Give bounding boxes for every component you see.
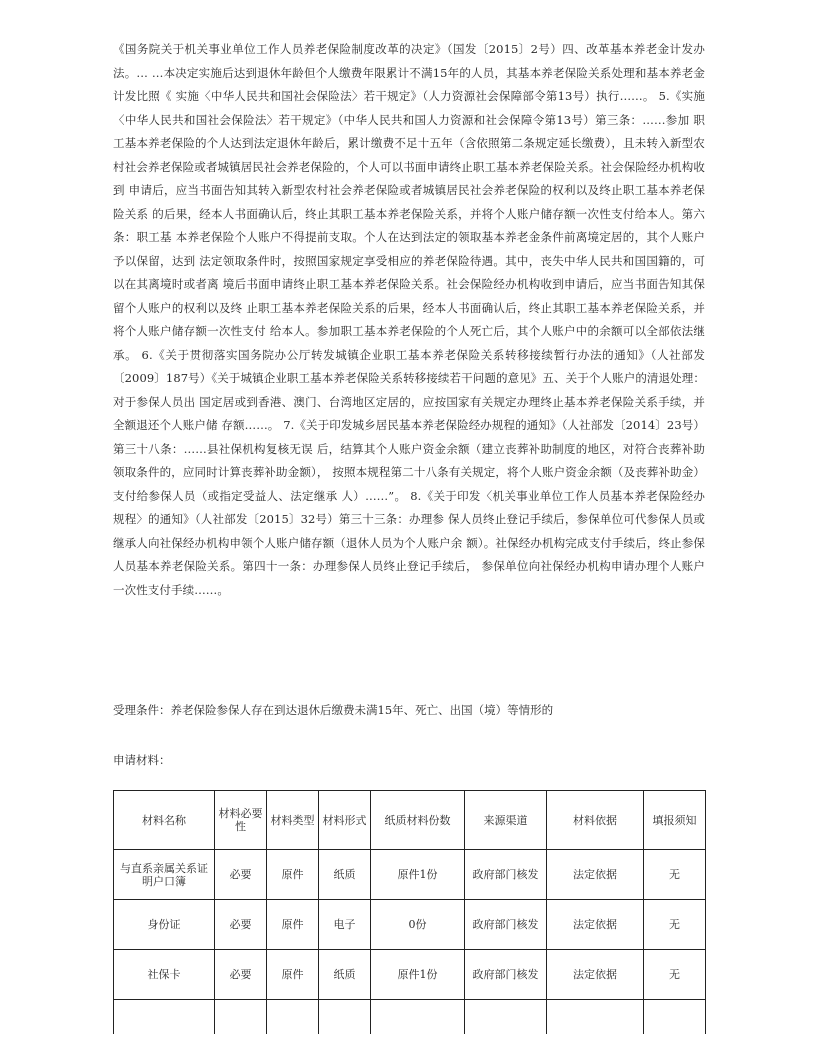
cell-notes: 无	[644, 850, 706, 900]
cell-necessity: 必要	[215, 950, 267, 1000]
cell-necessity	[215, 1000, 267, 1035]
cell-form	[319, 1000, 371, 1035]
cell-copies: 原件1份	[371, 950, 465, 1000]
acceptance-conditions: 受理条件：养老保险参保人存在到达退休后缴费未满15年、死亡、出国（境）等情形的	[113, 703, 554, 717]
cell-basis	[547, 1000, 644, 1035]
cell-type: 原件	[267, 900, 319, 950]
col-header-form: 材料形式	[319, 791, 371, 850]
cell-copies	[371, 1000, 465, 1035]
cell-name	[114, 1000, 215, 1035]
table-row	[114, 950, 706, 1000]
cell-name: 身份证	[114, 900, 215, 950]
table-row	[114, 900, 706, 950]
cell-basis: 法定依据	[547, 900, 644, 950]
cell-necessity: 必要	[215, 850, 267, 900]
cell-basis: 法定依据	[547, 850, 644, 900]
cell-source	[465, 1000, 547, 1035]
cell-type: 原件	[267, 950, 319, 1000]
cell-name: 与直系亲属关系证明户口簿	[114, 850, 215, 900]
cell-copies: 原件1份	[371, 850, 465, 900]
col-header-name: 材料名称	[114, 791, 215, 850]
cell-name: 社保卡	[114, 950, 215, 1000]
cell-form: 纸质	[319, 950, 371, 1000]
cell-notes	[644, 1000, 706, 1035]
cell-form: 纸质	[319, 850, 371, 900]
col-header-basis: 材料依据	[547, 791, 644, 850]
cell-notes: 无	[644, 900, 706, 950]
table-row	[114, 850, 706, 900]
table-header-row	[114, 791, 706, 850]
policy-text: 《国务院关于机关事业单位工作人员养老保险制度改革的决定》（国发〔2015〕2号）四、改革基本养老金计发办法。… …本决定实施后达到退休年龄但个人缴费年限累计不满15年的人员，其基本养老保险关系处理和基本养老金计发比照《 实施〈中华人民共和国社会保险法〉若干规定》（人力资源社会保障部令第13号）执行……。 5.《实施〈中华人民共和国社会保险法〉若干规定》（中华人民共和国人力资源和社会保障令第13号）第三条：……参加 职工基本养老保险的个人达到法定退休年龄后，累计缴费不足十五年（含依照第二条规定延长缴费），且未转入新型农 村社会养老保险或者城镇居民社会养老保险的，个人可以书面申请终止职工基本养老保险关系。社会保险经办机构收到 申请后，应当书面告知其转入新型农村社会养老保险或者城镇居民社会养老保险的权利以及终止职工基本养老保险关系 的后果，经本人书面确认后，终止其职工基本养老保险关系，并将个人账户储存额一次性支付给本人。第六条：职工基 本养老保险个人账户不得提前支取。个人在达到法定的领取基本养老金条件前离境定居的，其个人账户予以保留，达到 法定领取条件时，按照国家规定享受相应的养老保险待遇。其中，丧失中华人民共和国国籍的，可以在其离境时或者离 境后书面申请终止职工基本养老保险关系。社会保险经办机构收到申请后，应当书面告知其保留个人账户的权利以及终 止职工基本养老保险关系的后果，经本人书面确认后，终止其职工基本养老保险关系，并将个人账户储存额一次性支付 给本人。参加职工基本养老保险的个人死亡后，其个人账户中的余额可以全部依法继承。 6.《关于贯彻落实国务院办公厅转发城镇企业职工基本养老保险关系转移接续暂行办法的通知》（人社部发〔2009〕187号）《关于城镇企业职工基本养老保险关系转移接续若干问题的意见》五、关于个人账户的清退处理：对于参保人员出 国定居或到香港、澳门、台湾地区定居的，应按国家有关规定办理终止基本养老保险关系手续，并全额退还个人账户储 存额……。 7.《关于印发城乡居民基本养老保险经办规程的通知》（人社部发〔2014〕23号）第三十八条：……县社保机构复核无误 后，结算其个人账户资金余额（建立丧葬补助制度的地区，对符合丧葬补助领取条件的，应同时计算丧葬补助金额）， 按照本规程第二十八条有关规定，将个人账户资金余额（及丧葬补助金）支付给参保人员（或指定受益人、法定继承 人）……”。 8.《关于印发〈机关事业单位工作人员基本养老保险经办规程〉的通知》（人社部发〔2015〕32号）第三十三条：办理参 保人员终止登记手续后，参保单位可代参保人员或继承人向社保经办机构申领个人账户储存额（退休人员为个人账户余 额）。社保经办机构完成支付手续后，终止参保人员基本养老保险关系。第四十一条：办理参保人员终止登记手续后， 参保单位向社保经办机构申请办理个人账户一次性支付手续……。	[113, 42, 705, 597]
cell-copies: 0份	[371, 900, 465, 950]
col-header-type: 材料类型	[267, 791, 319, 850]
cell-source: 政府部门核发	[465, 900, 547, 950]
col-header-source: 来源渠道	[465, 791, 547, 850]
col-header-necessity: 材料必要性	[215, 791, 267, 850]
materials-table	[113, 790, 706, 1034]
cell-source: 政府部门核发	[465, 850, 547, 900]
cell-notes: 无	[644, 950, 706, 1000]
cell-type	[267, 1000, 319, 1035]
cell-necessity: 必要	[215, 900, 267, 950]
table-row	[114, 1000, 706, 1035]
cell-type: 原件	[267, 850, 319, 900]
cell-form: 电子	[319, 900, 371, 950]
materials-heading: 申请材料：	[113, 753, 171, 767]
col-header-notes: 填报须知	[644, 791, 706, 850]
col-header-copies: 纸质材料份数	[371, 791, 465, 850]
cell-source: 政府部门核发	[465, 950, 547, 1000]
cell-basis: 法定依据	[547, 950, 644, 1000]
